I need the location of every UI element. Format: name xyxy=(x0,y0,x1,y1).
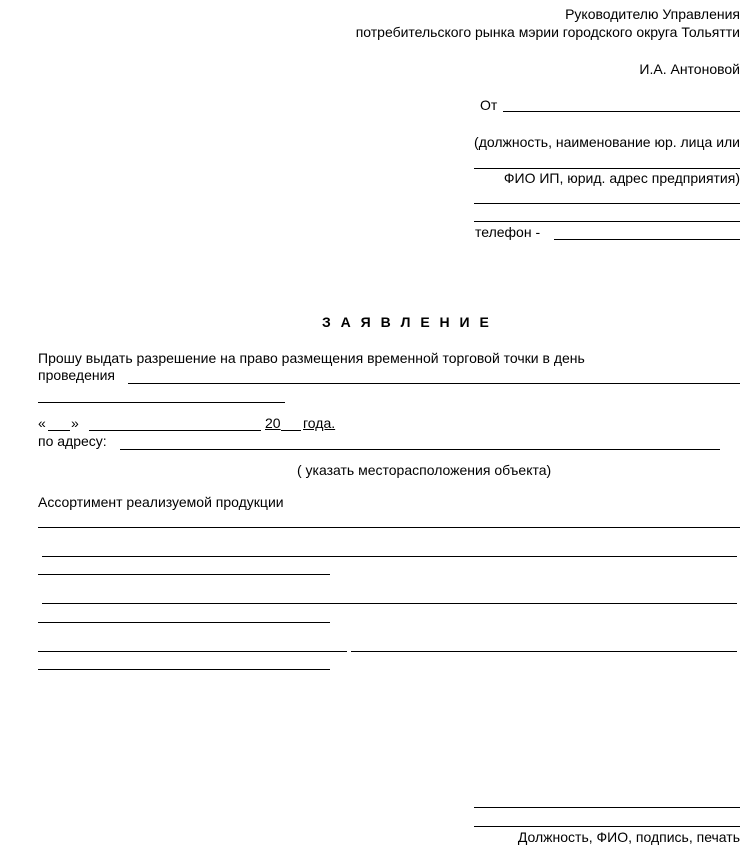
request-text-line-2: проведения xyxy=(38,367,115,383)
assortment-line-2[interactable] xyxy=(42,556,737,557)
assortment-line-5[interactable] xyxy=(38,622,330,623)
address-label: по адресу: xyxy=(38,433,107,449)
from-hint-line-1: (должность, наименование юр. лица или xyxy=(474,134,740,150)
from-label: От xyxy=(480,97,498,113)
signature-line-1[interactable] xyxy=(474,807,740,808)
date-year-line[interactable] xyxy=(281,430,301,431)
from-hint-line-2: ФИО ИП, юрид. адрес предприятия) xyxy=(503,170,740,186)
document-title: З А Я В Л Е Н И Е xyxy=(322,314,492,330)
assortment-line-3[interactable] xyxy=(38,574,330,575)
address-hint: ( указать месторасположения объекта) xyxy=(297,462,552,478)
address-field-line[interactable] xyxy=(120,449,720,450)
event-date-line[interactable] xyxy=(128,383,740,384)
from-field-line-2[interactable] xyxy=(474,168,740,169)
from-field-line-4[interactable] xyxy=(474,221,740,222)
addressee-line-1: Руководителю Управления xyxy=(565,6,740,22)
assortment-line-4[interactable] xyxy=(42,603,737,604)
date-day-line[interactable] xyxy=(48,430,70,431)
date-month-line[interactable] xyxy=(89,430,261,431)
from-field-line-3[interactable] xyxy=(474,203,740,204)
phone-field-line[interactable] xyxy=(554,239,740,240)
date-close-quote: » xyxy=(71,415,79,431)
signature-line-2[interactable] xyxy=(474,826,740,827)
assortment-line-7[interactable] xyxy=(38,669,330,670)
phone-label: телефон - xyxy=(475,224,541,240)
request-text-line-1: Прошу выдать разрешение на право размещения временной торговой точки в день xyxy=(38,350,585,366)
from-field-line[interactable] xyxy=(503,111,740,112)
assortment-line-1[interactable] xyxy=(38,527,740,528)
addressee-line-2: потребительского рынка мэрии городского округа Тольятти xyxy=(355,24,740,40)
date-open-quote: « xyxy=(38,415,46,431)
date-year-suffix: года. xyxy=(303,415,336,431)
assortment-label: Ассортимент реализуемой продукции xyxy=(38,494,284,510)
date-year-prefix: 20 xyxy=(265,415,281,431)
addressee-name: И.А. Антоновой xyxy=(639,61,740,77)
assortment-line-6a[interactable] xyxy=(38,651,347,652)
signature-hint: Должность, ФИО, подпись, печать xyxy=(517,829,740,845)
event-date-line-2[interactable] xyxy=(38,402,285,403)
assortment-line-6b[interactable] xyxy=(351,651,737,652)
